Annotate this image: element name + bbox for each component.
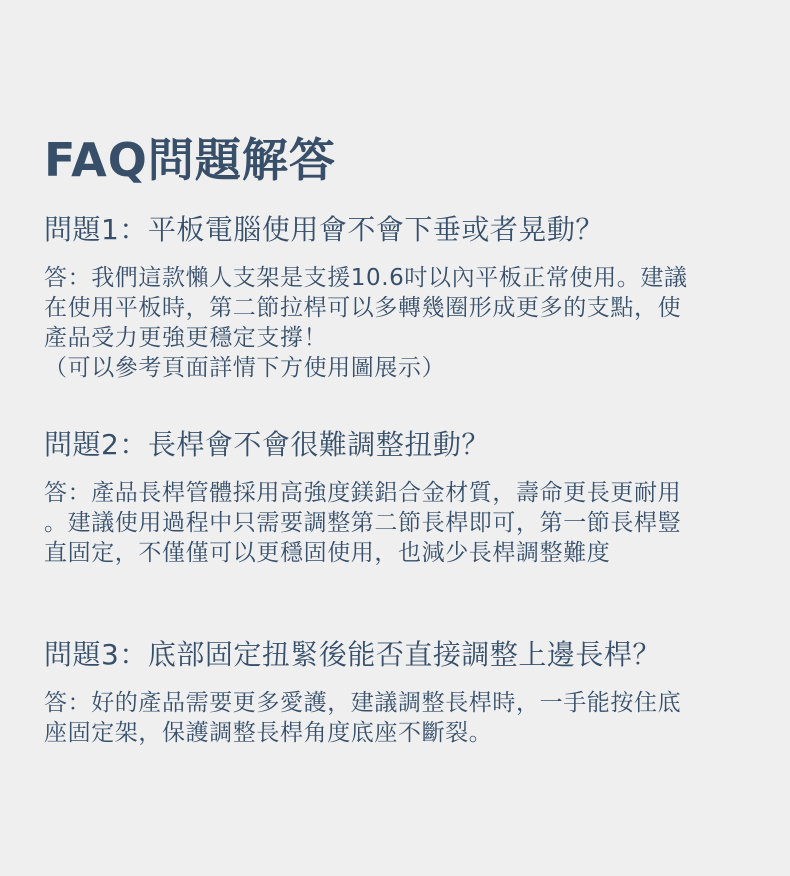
faq-question: 問題2：長桿會不會很難調整扭動？ xyxy=(44,428,490,461)
faq-answer-line: 。建議使用過程中只需要調整第二節長桿即可，第一節長桿豎 xyxy=(44,510,682,536)
faq-answer-line: 直固定，不僅僅可以更穩固使用，也減少長桿調整難度 xyxy=(44,540,611,566)
faq-answer-line: （可以參考頁面詳情下方使用圖展示） xyxy=(44,355,446,381)
faq-answer xyxy=(44,688,748,748)
faq-item xyxy=(44,426,748,568)
faq-question: 問題3：底部固定扭緊後能否直接調整上邊長桿？ xyxy=(44,638,661,671)
faq-answer xyxy=(44,263,748,383)
faq-answer-line: 答：產品長桿管體採用高強度鎂鋁合金材質，壽命更長更耐用 xyxy=(44,480,682,506)
faq-item xyxy=(44,636,748,748)
faq-answer-line: 答：好的產品需要更多愛護，建議調整長桿時，一手能按住底 xyxy=(44,690,682,716)
faq-answer-line: 座固定架，保護調整長桿角度底座不斷裂。 xyxy=(44,720,493,746)
page-title: FAQ問題解答 xyxy=(44,132,336,187)
faq-answer-line: 在使用平板時，第二節拉桿可以多轉幾圈形成更多的支點，使 xyxy=(44,295,682,321)
faq-item xyxy=(44,211,748,383)
faq-answer-line: 答：我們這款懶人支架是支援10.6吋以內平板正常使用。建議 xyxy=(44,265,688,291)
faq-answer xyxy=(44,478,748,568)
faq-question: 問題1：平板電腦使用會不會下垂或者晃動？ xyxy=(44,213,604,246)
faq-answer-line: 產品受力更強更穩定支撐！ xyxy=(44,325,328,351)
